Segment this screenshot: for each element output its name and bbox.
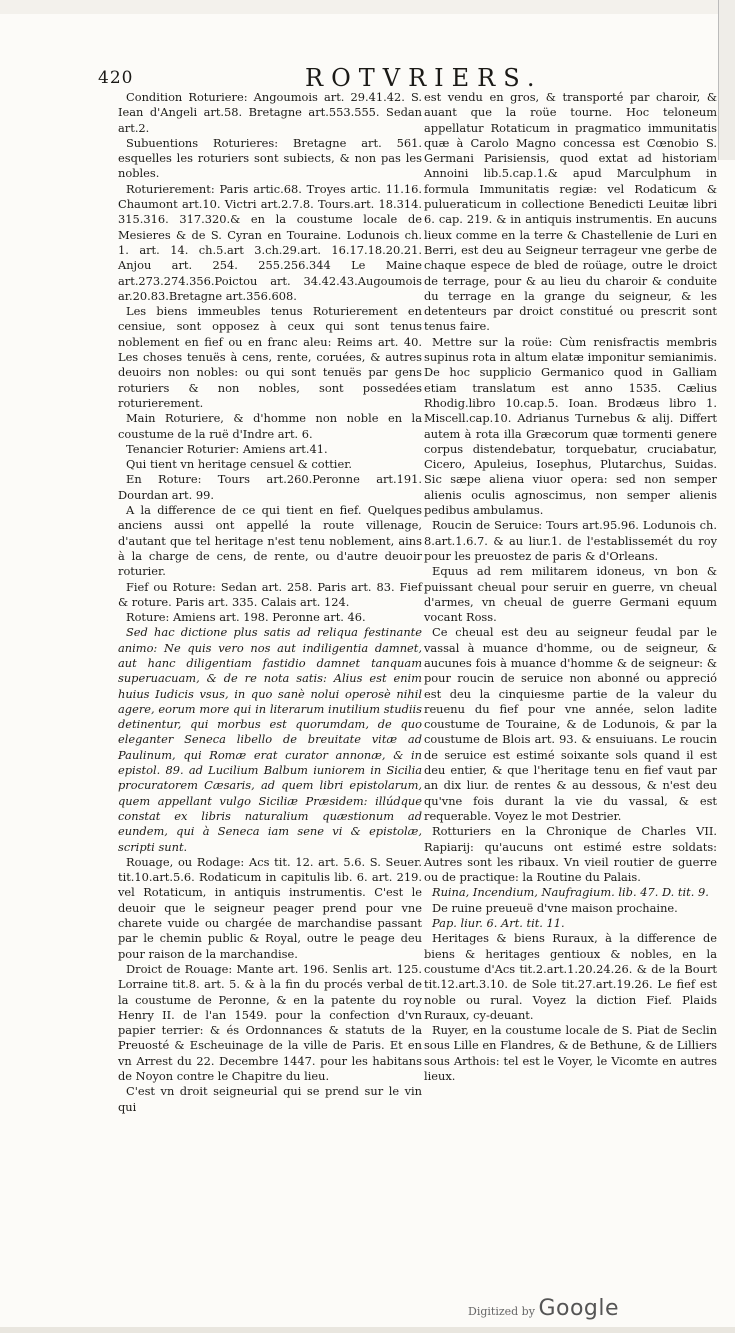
left-paragraph-last: C'est vn droit seigneurial qui se prend sur le vin qui	[118, 1084, 422, 1114]
left-paragraph-1: Condition Roturiere: Angoumois art. 29.41.42. S. Iean d'Angeli art.58. Bretagne art.553.555. Sedan art.2.	[118, 90, 422, 135]
scan-top-margin	[0, 0, 735, 14]
left-paragraph-9: A la difference de ce qui tient en fief. Quelques anciens aussi ont appellé la route villenage, d'autant que tel heritage n'est tenu noblement, ains à la charge de cens, de rente, ou d'autre deuoir roturier.	[118, 503, 422, 579]
right-paragraph-roue: Mettre sur la roüe: Cùm renisfractis membris supinus rota in altum elatæ imponitur semianimis. De hoc supplicio Germanico quod in Galliam etiam translatum est anno 1535. Cælius Rhodig.libro 10.cap.5. Ioan. Brodæus libro 1. Miscell.cap.10. Adrianus Turnebus & alij. Differt autem à rota illa Græcorum quæ tormenti genere corpus distendebatur, torquebatur, cruciabatur, Cicero, Apuleius, Iosephus, Plutarchus, Suidas. Sic sæpe aliena viuor opera: sed non semper alienis oculis agnoscimus, non semper alienis pedibus ambulamus.	[424, 334, 717, 518]
right-column	[424, 90, 717, 1084]
left-paragraph-8: En Roture: Tours art.260.Peronne art.191. Dourdan art. 99.	[118, 472, 422, 502]
right-paragraph-ruraux: Heritages & biens Ruraux, à la difference de biens & heritages gentioux & nobles, en la coustume d'Acs tit.2.art.1.20.24.26. & de la Bourt tit.12.art.3.10. de Sole tit.27.art.19.26. Le fief est noble ou rural. Voyez la diction Fief. Plaids Ruraux, cy-deuant.	[424, 931, 717, 1022]
google-logo: Google	[538, 1296, 620, 1321]
left-latin-quotation: Sed hac dictione plus satis ad reliqua festinante animo: Ne quis vero nos aut indiligentia damnet, aut hanc diligentiam fastidio damnet tanquam superuacuam, & de re nota satis: Alius est enim huius Iudicis vsus, in quo sanè nolui operosè nihil agere, eorum more qui in literarum inutilium studiis detinentur, qui morbus est quorumdam, de quo eleganter Seneca libello de breuitate vitæ ad Paulinum, qui Romæ erat curator annonæ, & in epistol. 89. ad Lucilium Balbum iuniorem in Sicilia procuratorem Cæsaris, ad quem libri epistolarum, quem appellant vulgo Siciliæ Præsidem: illúdque constat ex libris naturalium quæstionum ad eundem, qui à Seneca iam sene vi & epistolæ, scripti sunt.	[118, 625, 422, 854]
right-paragraph-ruine: De ruine preueuë d'vne maison prochaine.	[432, 900, 678, 915]
left-paragraph-rouage: Rouage, ou Rodage: Acs tit. 12. art. 5.6. S. Seuer. tit.10.art.5.6. Rodaticum in capitulis lib. 6. art. 219. vel Rotaticum, in antiquis instrumentis. C'est le deuoir que le seigneur peager prend pour vne charete vuide ou chargée de marchandise passant par le chemin public & Royal, outre le peage deu pour raison de la marchandise.	[118, 854, 422, 961]
right-paragraph-continuation: est vendu en gros, & transporté par charoir, & auant que la roüe tourne. Hoc teloneum appellatur Rotaticum in pragmatico immunitatis quæ à Carolo Magno concessa est Cœnobio S. Germani Parisiensis, quod extat ad historiam Annoini lib.5.cap.1.& apud Marculphum in formula Immunitatis regiæ: vel Rodaticum & pulueraticum in collectione Benedicti Leuitæ libri 6. cap. 219. & in antiquis instrumentis. En aucuns lieux comme en la terre & Chastellenie de Luri en Berri, est deu au Seigneur terrageur vne gerbe de chaque espece de bled de roüage, outre le droict de terrage, pour & au lieu du charoir & conduite du terrage en la grange du seigneur, & les detenteurs par droict constitué ou prescrit sont tenus faire.	[424, 90, 717, 334]
left-paragraph-7: Qui tient vn heritage censuel & cottier.	[126, 457, 353, 472]
right-paragraph-cheual: Ce cheual est deu au seigneur feudal par le vassal à muance d'homme, ou de seigneur, & aucunes fois à muance d'homme & de seigneur: & pour roucin de seruice non abonné ou appreció est deu la cinquiesme partie de la valeur du reuenu du fief pour vne année, selon ladite coustume de Touraine, & de Lodunois, & par la coustume de Blois art. 93. & ensuiuans. Le roucin de seruice est estimé soixante sols quand il est deu entier, & que l'heritage tenu en fief vaut par an dix liur. de rentes & au dessous, & n'est deu qu'vne fois durant la vie du vassal, & est requerable. Voyez le mot Destrier.	[424, 625, 717, 823]
right-paragraph-equus: Equus ad rem militarem idoneus, vn bon & puissant cheual pour seruir en guerre, vn cheual d'armes, vn cheual de guerre Germani equum vocant Ross.	[424, 564, 717, 625]
right-paragraph-roucin: Roucin de Seruice: Tours art.95.96. Lodunois ch. 8.art.1.6.7. & au liur.1. de l'establissemét du roy pour les preuostez de paris & d'Orleans.	[424, 518, 717, 563]
left-column	[118, 90, 422, 1115]
right-paragraph-ruina: Ruina, Incendium, Naufragium. lib. 47. D. tit. 9.	[432, 885, 709, 900]
digitized-label: Digitized by	[468, 1305, 535, 1318]
left-paragraph-2: Subuentions Roturieres: Bretagne art. 561. esquelles les roturiers sont subiects, & non pas les nobles.	[118, 135, 422, 181]
page-edge-shadow	[718, 0, 735, 160]
page-number: 420	[98, 68, 134, 88]
left-paragraph-10: Fief ou Roture: Sedan art. 258. Paris art. 83. Fief & roture. Paris art. 335. Calais art. 124.	[118, 579, 422, 609]
digitized-by-footer	[468, 1296, 619, 1321]
left-paragraph-3: Roturierement: Paris artic.68. Troyes artic. 11.16. Chaumont art.10. Victri art.2.7.8. Tours.art. 18.314. 315.316. 317.320.& en la coustume locale de Mesieres & de S. Cyran en Touraine. Lodunois ch. 1. art. 14. ch.5.art 3.ch.29.art. 16.17.18.20.21. Anjou art. 254. 255.256.344 Le Maine art.273.274.356.Poictou art. 34.42.43.Augoumois ar.20.83.Bretagne art.356.608.	[118, 181, 422, 303]
right-paragraph-pap: Pap. liur. 6. Art. tit. 11.	[432, 916, 565, 931]
left-paragraph-droict-de-rouage: Droict de Rouage: Mante art. 196. Senlis art. 125. Lorraine tit.8. art. 5. & à la fin du procés verbal de la coustume de Peronne, & en la patente du roy Henry II. de l'an 1549. pour la confection d'vn papier terrier: & és Ordonnances & statuts de la Preuosté & Escheuinage de la ville de Paris. Et en vn Arrest du 22. Decembre 1447. pour les habitans de Noyon contre le Chapitre du lieu.	[118, 961, 422, 1083]
left-paragraph-4: Les biens immeubles tenus Roturierement en censiue, sont opposez à ceux qui sont tenus noblement en fief ou en franc aleu: Reims art. 40. Les choses tenuës à cens, rente, coruées, & autres deuoirs non nobles: ou qui sont tenuës par gens roturiers & non nobles, sont possedées roturierement.	[118, 304, 422, 410]
left-paragraph-6: Tenancier Roturier: Amiens art.41.	[126, 441, 328, 456]
right-paragraph-ruyer: Ruyer, en la coustume locale de S. Piat de Seclin sous Lille en Flandres, & de Bethune, & de Lilliers sous Arthois: tel est le Voyer, le Vicomte en autres lieux.	[424, 1023, 717, 1083]
left-paragraph-5: Main Roturiere, & d'homme non noble en la coustume de la ruë d'Indre art. 6.	[118, 411, 422, 441]
running-title: ROTVRIERS.	[305, 64, 543, 92]
right-paragraph-rotturiers: Rotturiers en la Chronique de Charles VII. Rapiarij: qu'aucuns ont estimé estre soldats: Autres sont les ribaux. Vn vieil routier de guerre ou de practique: la Routine du Palais.	[424, 824, 717, 885]
left-paragraph-11: Roture: Amiens art. 198. Peronne art. 46.	[126, 610, 366, 625]
scan-bottom-margin	[0, 1327, 735, 1333]
